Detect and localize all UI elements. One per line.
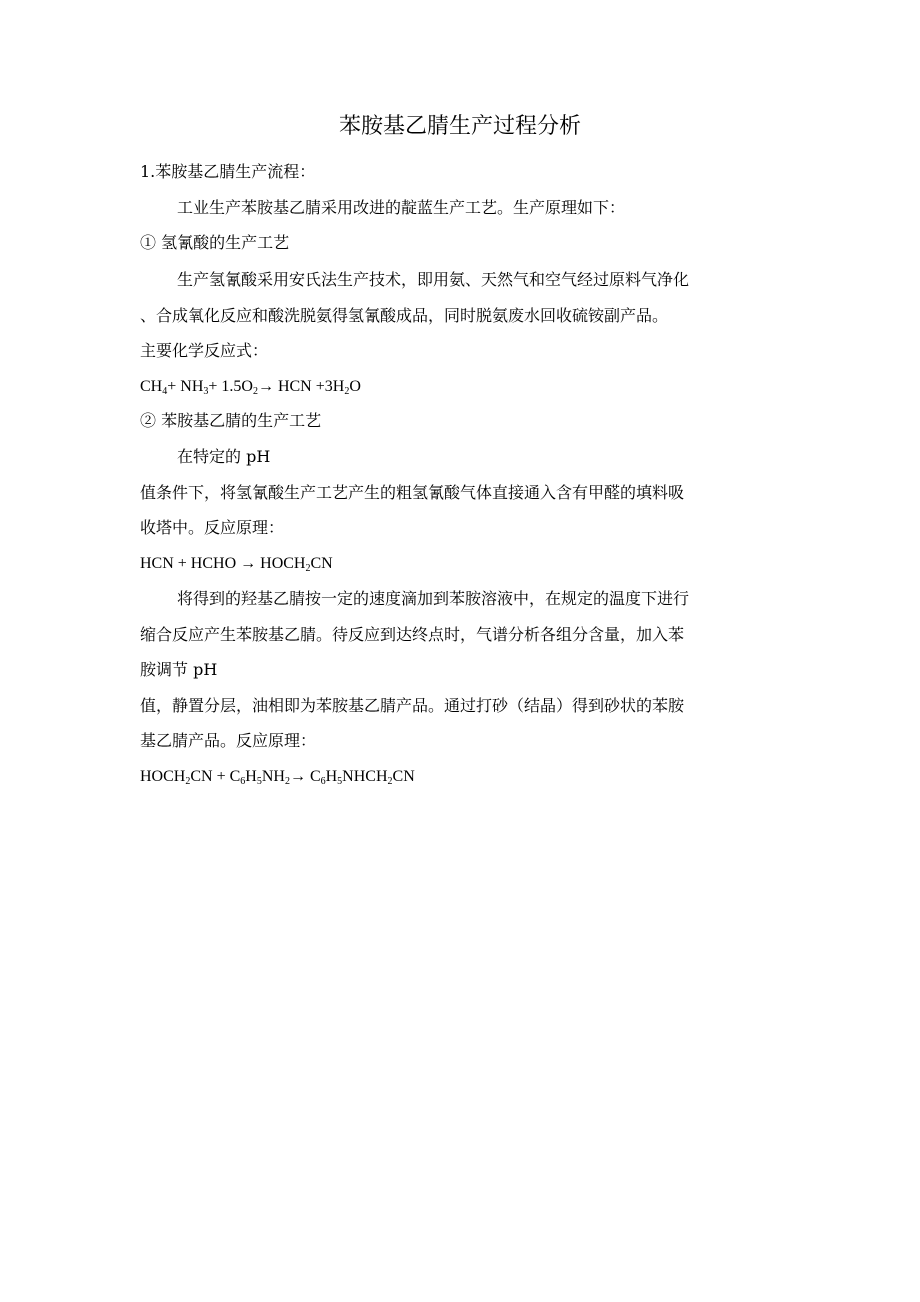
subsection-2-paragraph-b-line-2: 缩合反应产生苯胺基乙腈。待反应到达终点时，气谱分析各组分含量，加入苯 — [140, 625, 685, 644]
subsection-1-heading: ① 氢氰酸的生产工艺 — [140, 233, 290, 252]
subsection-2-paragraph-a-line-1: 在特定的 pH — [177, 447, 271, 466]
subsection-1-paragraph-line-1: 生产氢氰酸采用安氏法生产技术，即用氨、天然气和空气经过原料气净化 — [177, 270, 690, 289]
subsection-1-paragraph-line-2: 、合成氧化反应和酸洗脱氨得氢氰酸成品，同时脱氨废水回收硫铵副产品。 — [140, 306, 669, 325]
subsection-2-paragraph-b-line-1: 将得到的羟基乙腈按一定的速度滴加到苯胺溶液中，在规定的温度下进行 — [177, 589, 690, 608]
subsection-2-paragraph-b-line-4: 值，静置分层，油相即为苯胺基乙腈产品。通过打砂（结晶）得到砂状的苯胺 — [140, 696, 685, 715]
section-heading: 1.苯胺基乙腈生产流程： — [140, 162, 316, 181]
subsection-2-heading: ② 苯胺基乙腈的生产工艺 — [140, 411, 322, 430]
hcn-synthesis-equation: $CH_4+ NH_3+ 1.5O_2\to$ HCN $+3H_2O$ — [140, 378, 361, 397]
hydroxyacetonitrile-equation: HCN + HCHO → $HOCH_2CN$ — [140, 555, 333, 574]
subsection-2-paragraph-b-line-5: 基乙腈产品。反应原理： — [140, 731, 317, 750]
anilinoacetonitrile-equation: $HOCH_2CN + C_6H_5NH_2\to$ $C_6H_5NHCH_2CN$ — [140, 768, 415, 787]
subsection-2-paragraph-a-line-3: 收塔中。反应原理： — [140, 518, 285, 537]
document-title: 苯胺基乙腈生产过程分析 — [338, 114, 581, 139]
subsection-2-paragraph-b-line-3: 胺调节 pH — [140, 660, 218, 679]
subsection-2-paragraph-a-line-2: 值条件下，将氢氰酸生产工艺产生的粗氢氰酸气体直接通入含有甲醛的填料吸 — [140, 483, 685, 502]
intro-paragraph: 工业生产苯胺基乙腈采用改进的靛蓝生产工艺。生产原理如下： — [177, 198, 626, 217]
equation-label: 主要化学反应式： — [140, 341, 269, 360]
